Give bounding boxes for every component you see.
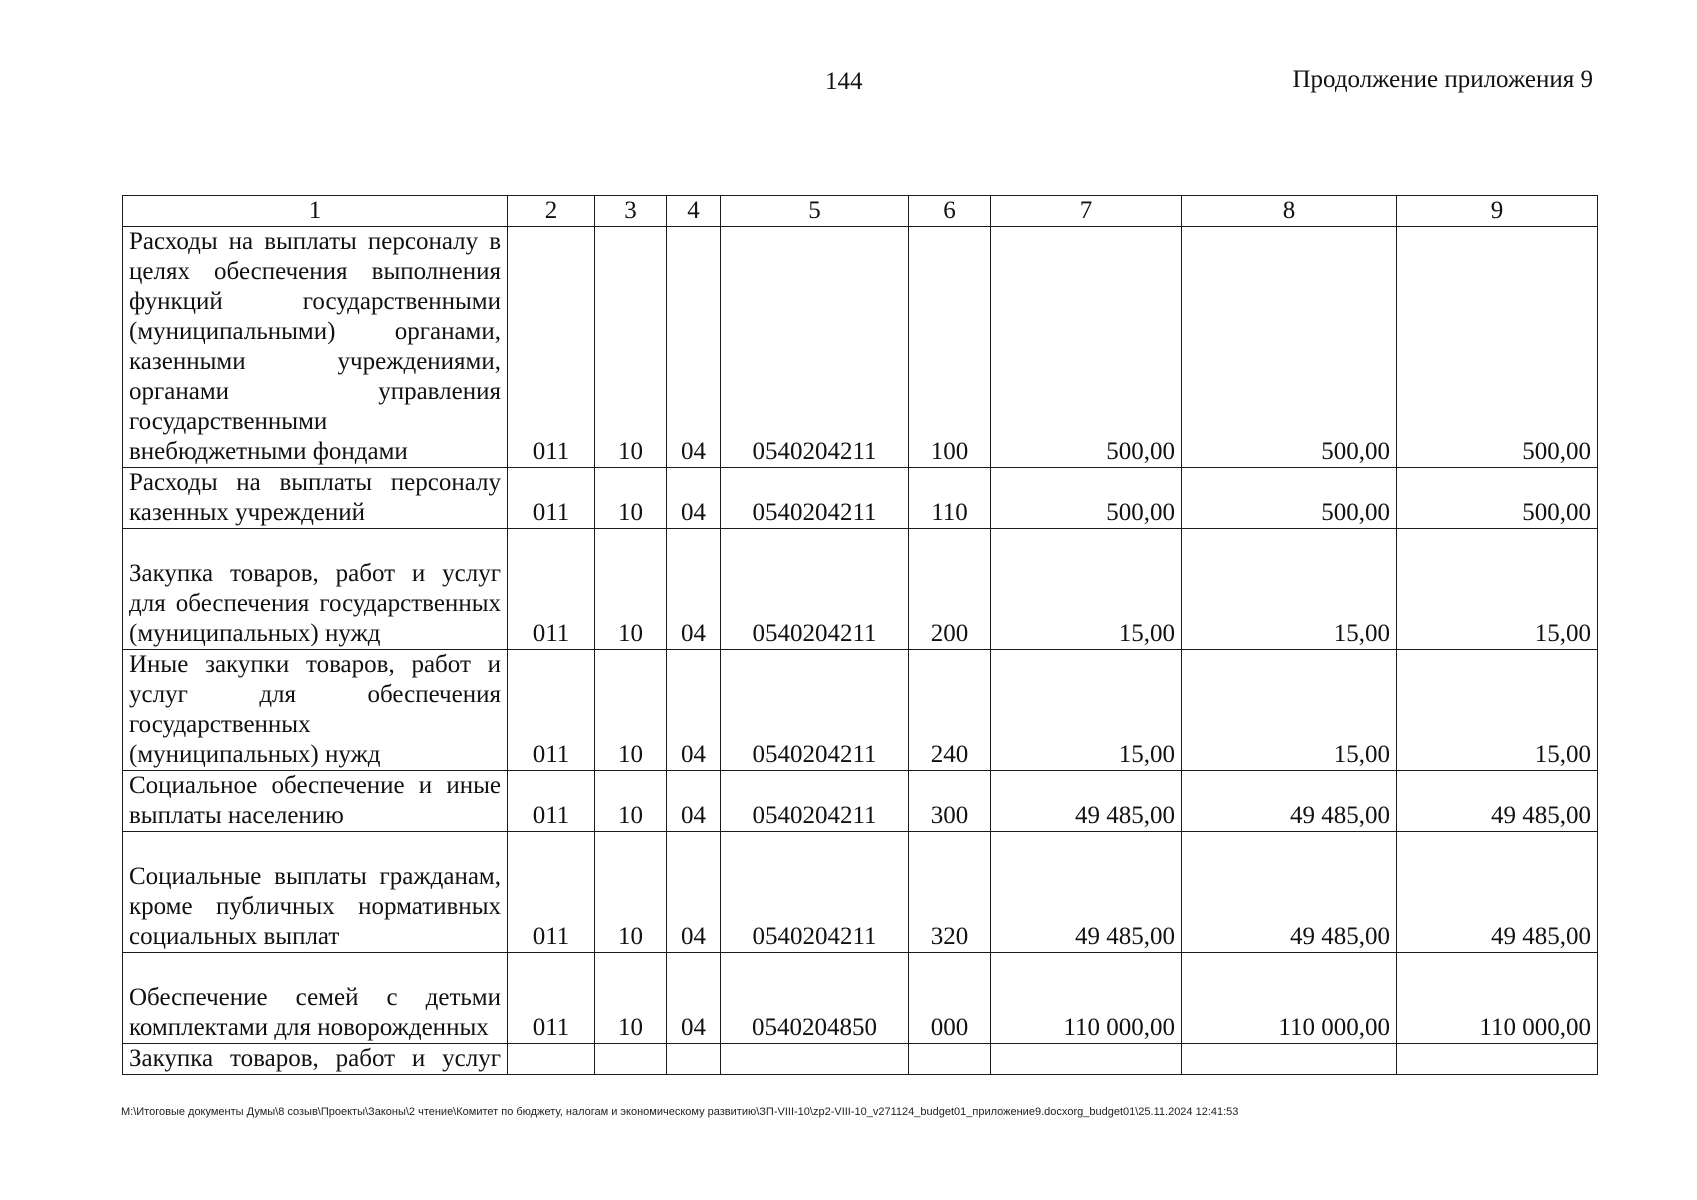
- page-number: 144: [825, 68, 863, 95]
- cell-amount: 49 485,00: [1397, 771, 1598, 832]
- cell-section: 10: [595, 832, 667, 953]
- cell-amount: 500,00: [1182, 227, 1397, 468]
- footer-file-path: M:\Итоговые документы Думы\8 созыв\Проекты\Законы\2 чтение\Комитет по бюджету, налогам и экономическому развитию\ЗП-VIII-10\zp2-VIII-10_v271124_budget01_приложение9.docxorg_budget01\25.11.2024 12:41:53: [121, 1106, 1239, 1118]
- cell-amount: 500,00: [1397, 227, 1598, 468]
- column-header: 4: [667, 196, 721, 227]
- cell-subsection: [667, 1044, 721, 1075]
- cell-amount: 49 485,00: [991, 771, 1182, 832]
- cell-amount: 49 485,00: [991, 832, 1182, 953]
- table-row: [123, 529, 1598, 650]
- cell-amount: 15,00: [1397, 650, 1598, 771]
- cell-expense-type: 110: [909, 468, 991, 529]
- cell-admin-code: 011: [508, 650, 595, 771]
- column-header: 5: [721, 196, 909, 227]
- cell-target-article: 0540204211: [721, 832, 909, 953]
- cell-amount: 49 485,00: [1397, 832, 1598, 953]
- cell-amount: [1182, 1044, 1397, 1075]
- column-header-row: [123, 196, 1598, 227]
- cell-admin-code: [508, 1044, 595, 1075]
- cell-admin-code: 011: [508, 832, 595, 953]
- cell-subsection: 04: [667, 529, 721, 650]
- column-header: 8: [1182, 196, 1397, 227]
- cell-admin-code: 011: [508, 953, 595, 1044]
- cell-admin-code: 011: [508, 529, 595, 650]
- row-name: Обеспечение семей с детьми комплектами для новорожденных: [123, 953, 508, 1044]
- column-header: 1: [123, 196, 508, 227]
- cell-expense-type: 100: [909, 227, 991, 468]
- cell-amount: 49 485,00: [1182, 832, 1397, 953]
- cell-section: 10: [595, 953, 667, 1044]
- row-name: Расходы на выплаты персоналу казенных учреждений: [123, 468, 508, 529]
- row-name: Расходы на выплаты персоналу в целях обеспечения выполнения функций государственными (муниципальными) органами, казенными учреждениями, органами управления государственными внебюджетными фондами: [123, 227, 508, 468]
- cell-target-article: 0540204850: [721, 953, 909, 1044]
- cell-expense-type: 240: [909, 650, 991, 771]
- cell-expense-type: 300: [909, 771, 991, 832]
- cell-amount: [1397, 1044, 1598, 1075]
- cell-expense-type: 200: [909, 529, 991, 650]
- cell-target-article: 0540204211: [721, 650, 909, 771]
- cell-amount: 110 000,00: [991, 953, 1182, 1044]
- cell-amount: 500,00: [991, 227, 1182, 468]
- cell-amount: 15,00: [1182, 529, 1397, 650]
- cell-subsection: 04: [667, 468, 721, 529]
- cell-amount: 15,00: [991, 529, 1182, 650]
- column-header: 7: [991, 196, 1182, 227]
- cell-subsection: 04: [667, 832, 721, 953]
- column-header: 2: [508, 196, 595, 227]
- cell-expense-type: [909, 1044, 991, 1075]
- cell-admin-code: 011: [508, 227, 595, 468]
- cell-admin-code: 011: [508, 468, 595, 529]
- cell-target-article: 0540204211: [721, 529, 909, 650]
- cell-section: 10: [595, 650, 667, 771]
- cell-amount: 15,00: [991, 650, 1182, 771]
- column-header: 3: [595, 196, 667, 227]
- cell-section: 10: [595, 529, 667, 650]
- cell-amount: 15,00: [1397, 529, 1598, 650]
- row-name: Закупка товаров, работ и услуг для обеспечения государственных (муниципальных) нужд: [123, 529, 508, 650]
- cell-amount: 500,00: [991, 468, 1182, 529]
- cell-expense-type: 000: [909, 953, 991, 1044]
- cell-target-article: 0540204211: [721, 771, 909, 832]
- cell-expense-type: 320: [909, 832, 991, 953]
- cell-amount: 500,00: [1397, 468, 1598, 529]
- table-row: [123, 650, 1598, 771]
- cell-amount: 110 000,00: [1397, 953, 1598, 1044]
- cell-amount: 500,00: [1182, 468, 1397, 529]
- table-row: [123, 1044, 1598, 1075]
- cell-subsection: 04: [667, 771, 721, 832]
- table-row: [123, 227, 1598, 468]
- cell-subsection: 04: [667, 227, 721, 468]
- column-header: 6: [909, 196, 991, 227]
- cell-amount: 110 000,00: [1182, 953, 1397, 1044]
- cell-admin-code: 011: [508, 771, 595, 832]
- table-row: [123, 771, 1598, 832]
- cell-amount: 49 485,00: [1182, 771, 1397, 832]
- table-row: [123, 953, 1598, 1044]
- cell-target-article: 0540204211: [721, 468, 909, 529]
- cell-amount: 15,00: [1182, 650, 1397, 771]
- cell-target-article: 0540204211: [721, 227, 909, 468]
- cell-section: [595, 1044, 667, 1075]
- row-name: Социальные выплаты гражданам, кроме публичных нормативных социальных выплат: [123, 832, 508, 953]
- table-row: [123, 832, 1598, 953]
- budget-table: [122, 195, 1598, 1075]
- cell-amount: [991, 1044, 1182, 1075]
- cell-section: 10: [595, 227, 667, 468]
- cell-section: 10: [595, 468, 667, 529]
- cell-subsection: 04: [667, 650, 721, 771]
- cell-section: 10: [595, 771, 667, 832]
- row-name: Закупка товаров, работ и услуг: [123, 1044, 508, 1075]
- appendix-label: Продолжение приложения 9: [1292, 66, 1593, 93]
- table-row: [123, 468, 1598, 529]
- cell-target-article: [721, 1044, 909, 1075]
- column-header: 9: [1397, 196, 1598, 227]
- cell-subsection: 04: [667, 953, 721, 1044]
- row-name: Социальное обеспечение и иные выплаты населению: [123, 771, 508, 832]
- row-name: Иные закупки товаров, работ и услуг для обеспечения государственных (муниципальных) нужд: [123, 650, 508, 771]
